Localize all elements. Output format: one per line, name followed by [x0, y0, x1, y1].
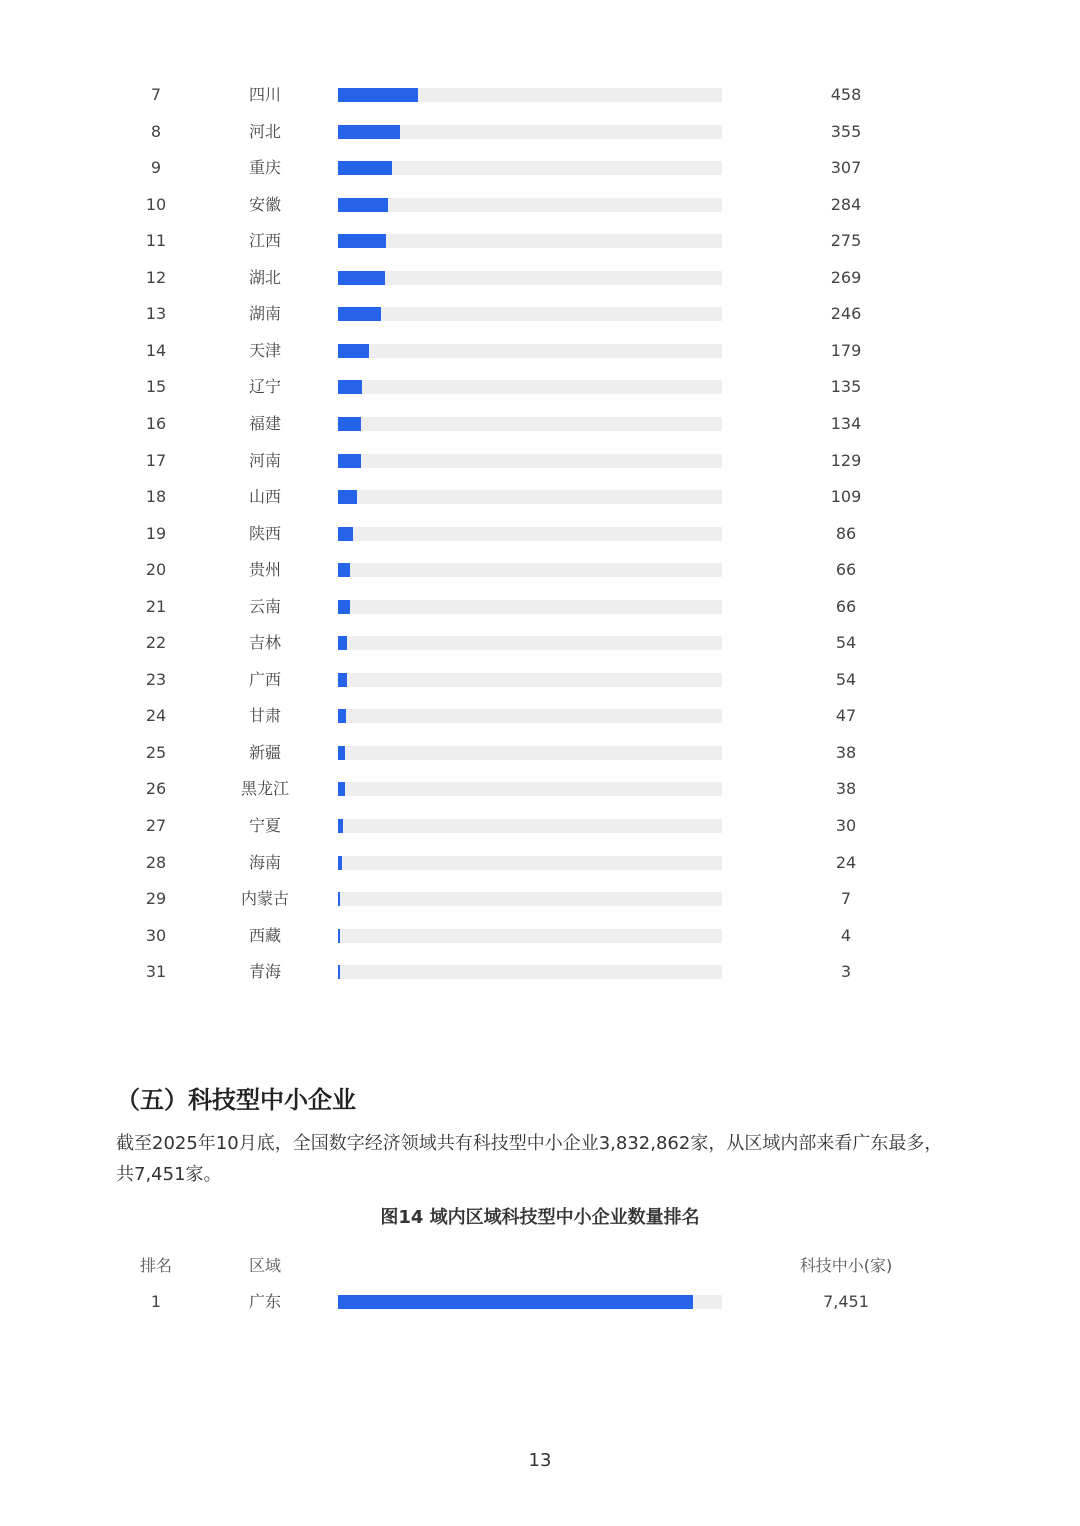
bar-fill [338, 600, 350, 614]
bar-fill [338, 125, 400, 139]
rank-cell: 26 [145, 779, 167, 799]
bar-fill [338, 344, 369, 358]
region-cell: 湖南 [248, 304, 281, 324]
bar-fill [338, 234, 386, 248]
bar-track [338, 929, 722, 943]
rank-cell: 13 [145, 304, 167, 324]
value-cell: 355 [830, 121, 862, 141]
region-cell: 宁夏 [248, 816, 281, 835]
section-body-text: 截至2025年10月底，全国数字经济领域共有科技型中小企业3,832,862家，从区域内部来看广东最多，共7,451家。 [116, 1133, 943, 1185]
rank-cell: 29 [145, 889, 167, 909]
value-cell: 38 [835, 742, 857, 762]
bar-fill [338, 1295, 693, 1309]
bar-fill [338, 198, 388, 212]
value-cell: 86 [835, 523, 857, 543]
value-cell: 30 [835, 816, 857, 835]
bar-track [338, 198, 722, 212]
region-cell: 吉林 [248, 633, 281, 653]
page-number: 13 [528, 1450, 552, 1471]
bar-track [338, 161, 722, 175]
bar-track [338, 636, 722, 650]
bar-fill [338, 88, 418, 102]
bar-track [338, 344, 722, 358]
bar-fill [338, 965, 340, 979]
table-row [0, 698, 1080, 734]
value-cell: 4 [840, 925, 852, 945]
rank-cell: 7 [150, 85, 162, 104]
bar-fill [338, 454, 361, 468]
bar-track [338, 125, 722, 139]
value-cell: 109 [830, 487, 862, 507]
rank-cell: 24 [145, 706, 167, 726]
bar-fill [338, 307, 381, 321]
value-cell: 66 [835, 596, 857, 616]
value-cell: 134 [830, 413, 862, 433]
value-cell: 3 [840, 962, 852, 982]
table-row [0, 406, 1080, 442]
bar-fill [338, 636, 347, 650]
region-cell: 贵州 [248, 560, 281, 580]
region-cell: 云南 [248, 596, 281, 616]
table-row [0, 735, 1080, 771]
rank-cell: 16 [145, 413, 167, 433]
table-row [0, 845, 1080, 881]
value-cell: 7,451 [823, 1292, 869, 1311]
region-cell: 重庆 [248, 158, 281, 178]
bar-track [338, 1295, 722, 1309]
rank-cell: 12 [145, 267, 167, 287]
rank-cell: 22 [145, 633, 167, 653]
table-row [0, 1284, 1080, 1320]
bar-track [338, 490, 722, 504]
section-heading: （五）科技型中小企业 [116, 1086, 356, 1114]
rank-cell: 30 [145, 925, 167, 945]
table-row [0, 662, 1080, 698]
figure-table-header [0, 1248, 1080, 1284]
region-cell: 黑龙江 [240, 779, 289, 799]
bar-track [338, 380, 722, 394]
value-cell: 66 [835, 560, 857, 580]
bar-track [338, 856, 722, 870]
table-row [0, 881, 1080, 917]
rank-cell: 15 [145, 377, 167, 397]
rank-cell: 27 [145, 816, 167, 835]
value-cell: 129 [830, 450, 862, 470]
region-cell: 福建 [248, 413, 281, 433]
table-row [0, 808, 1080, 844]
rank-cell: 1 [150, 1292, 162, 1311]
rank-cell: 8 [150, 121, 162, 141]
region-cell: 四川 [248, 85, 281, 104]
region-cell: 广西 [248, 669, 281, 689]
value-cell: 179 [830, 340, 862, 360]
value-cell: 38 [835, 779, 857, 799]
rank-cell: 21 [145, 596, 167, 616]
bar-track [338, 454, 722, 468]
table-row [0, 223, 1080, 259]
rank-cell: 17 [145, 450, 167, 470]
bar-track [338, 527, 722, 541]
bar-track [338, 271, 722, 285]
rank-cell: 14 [145, 340, 167, 360]
bar-track [338, 965, 722, 979]
value-cell: 246 [830, 304, 862, 324]
region-cell: 山西 [248, 487, 281, 507]
region-cell: 江西 [248, 231, 281, 251]
value-cell: 284 [830, 194, 862, 214]
region-cell: 西藏 [248, 925, 281, 945]
rank-cell: 11 [145, 231, 167, 251]
bar-track [338, 600, 722, 614]
bar-track [338, 892, 722, 906]
bar-track [338, 673, 722, 687]
value-cell: 135 [830, 377, 862, 397]
bar-track [338, 563, 722, 577]
region-cell: 河北 [248, 121, 281, 141]
rank-cell: 10 [145, 194, 167, 214]
bar-track [338, 709, 722, 723]
value-cell: 458 [830, 85, 862, 104]
value-cell: 275 [830, 231, 862, 251]
table-row [0, 333, 1080, 369]
table-row [0, 150, 1080, 186]
bar-fill [338, 673, 347, 687]
rank-cell: 25 [145, 742, 167, 762]
figure-caption: 图14 域内区域科技型中小企业数量排名 [380, 1207, 700, 1228]
bar-fill [338, 563, 350, 577]
value-cell: 24 [835, 852, 857, 872]
region-cell: 陕西 [248, 523, 281, 543]
region-cell: 海南 [248, 852, 281, 872]
bar-fill [338, 746, 345, 760]
region-cell: 河南 [248, 450, 281, 470]
region-cell: 青海 [248, 962, 281, 982]
bar-fill [338, 527, 353, 541]
region-cell: 辽宁 [248, 377, 281, 397]
table-row [0, 296, 1080, 332]
value-cell: 54 [835, 633, 857, 653]
bar-fill [338, 856, 342, 870]
rank-cell: 28 [145, 852, 167, 872]
rank-cell: 20 [145, 560, 167, 580]
bar-track [338, 234, 722, 248]
bar-track [338, 819, 722, 833]
value-cell: 54 [835, 669, 857, 689]
table-row [0, 260, 1080, 296]
region-cell: 甘肃 [248, 706, 281, 726]
value-cell: 47 [835, 706, 857, 726]
table-row [0, 552, 1080, 588]
value-cell: 307 [830, 158, 862, 178]
table-row [0, 479, 1080, 515]
bar-fill [338, 892, 340, 906]
table-row [0, 516, 1080, 552]
bar-fill [338, 161, 392, 175]
bar-track [338, 417, 722, 431]
bar-fill [338, 782, 345, 796]
table-row [0, 187, 1080, 223]
rank-cell: 31 [145, 962, 167, 982]
region-cell: 广东 [248, 1292, 281, 1311]
rank-cell: 19 [145, 523, 167, 543]
table-row [0, 918, 1080, 954]
table-row [0, 771, 1080, 807]
table-row [0, 589, 1080, 625]
bar-fill [338, 709, 346, 723]
region-cell: 新疆 [248, 742, 281, 762]
bar-fill [338, 929, 340, 943]
header-rank: 排名 [139, 1256, 172, 1275]
bar-fill [338, 490, 357, 504]
table-row [0, 443, 1080, 479]
rank-cell: 23 [145, 669, 167, 689]
bar-track [338, 782, 722, 796]
table-row [0, 369, 1080, 405]
rank-cell: 9 [150, 158, 162, 178]
table-row [0, 77, 1080, 113]
table-row [0, 954, 1080, 990]
bar-track [338, 307, 722, 321]
bar-fill [338, 417, 361, 431]
header-region: 区域 [248, 1256, 281, 1275]
table-row [0, 114, 1080, 150]
value-cell: 7 [840, 889, 852, 909]
header-value: 科技中小(家) [799, 1256, 893, 1275]
bar-track [338, 88, 722, 102]
bar-fill [338, 271, 385, 285]
region-cell: 安徽 [248, 194, 281, 214]
value-cell: 269 [830, 267, 862, 287]
table-row [0, 625, 1080, 661]
bar-fill [338, 380, 362, 394]
bar-track [338, 746, 722, 760]
region-cell: 内蒙古 [240, 889, 289, 909]
region-cell: 湖北 [248, 267, 281, 287]
rank-cell: 18 [145, 487, 167, 507]
bar-fill [338, 819, 343, 833]
region-cell: 天津 [248, 340, 281, 360]
